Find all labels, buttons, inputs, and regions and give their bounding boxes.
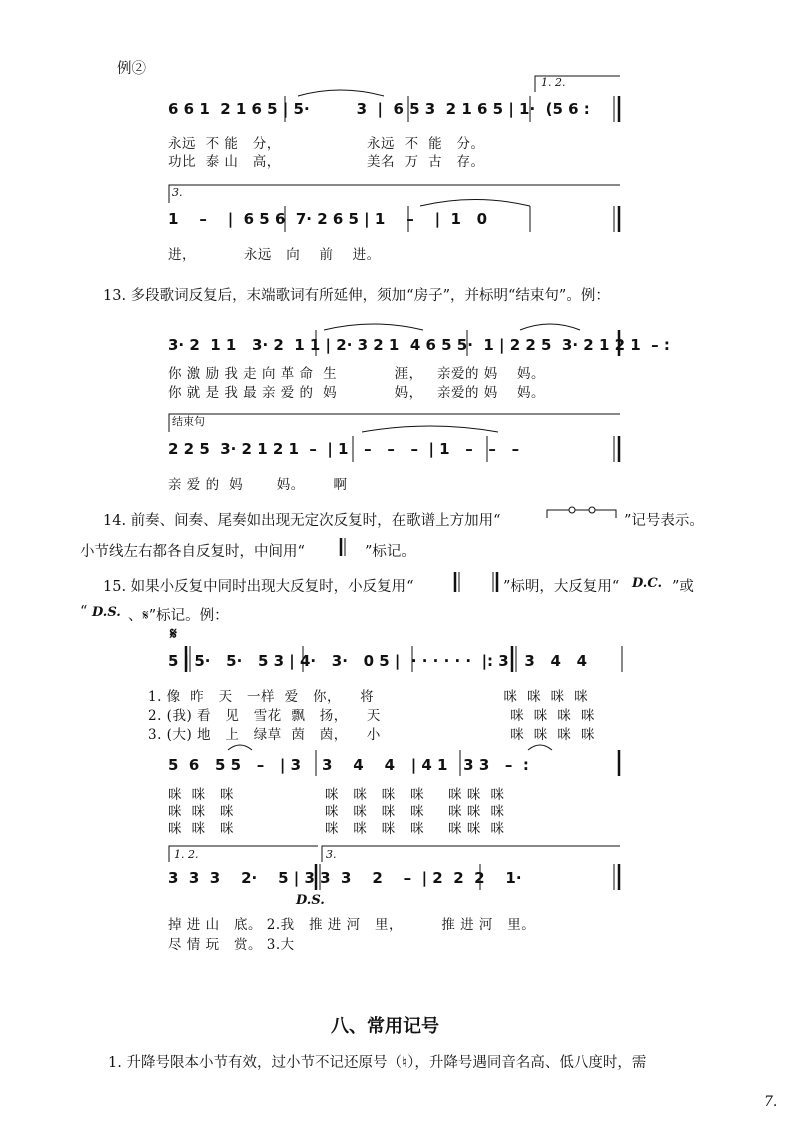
page-number: 7.: [764, 1094, 778, 1110]
paragraph-15c: ”或: [672, 579, 694, 595]
paragraph-15a: 15. 如果小反复中同时出现大反复时，小反复用“: [103, 579, 414, 595]
lyric-line-5a: 1. 像 昨 天 一样 爱 你， 将 咪 咪 咪 咪: [148, 689, 589, 705]
paragraph-14a: 14. 前奏、间奏、尾奏如出现无定次反复时，在歌谱上方加用“: [103, 513, 501, 529]
lyric-line-5c: 3. (大) 地 上 绿草 茵 茵， 小 咪 咪 咪 咪: [148, 727, 595, 743]
volta-label: 3.: [172, 186, 183, 199]
notation-line-5: 5 | 5· 5· 5 3 | 4· 3· 0 5 | · · · · · · |: 3 3 4 4: [168, 652, 588, 670]
paragraph-14b: ”记号表示。: [624, 513, 704, 529]
paragraph-14d: ”标记。: [365, 544, 416, 560]
lyric-line-1b: 功比 泰 山 高， 美名 万 古 存。: [168, 154, 485, 170]
paragraph-13: 13. 多段歌词反复后，末端歌词有所延伸，须加“房子”，并标明“结束句”。例：: [103, 288, 610, 304]
lyric-line-2: 进， 永远 向 前 进。: [168, 247, 381, 263]
notation-line-6: 5 6 5 5 – | 3 3 4 4 | 4 1 3 3 – :: [168, 756, 529, 774]
ds-mark-score: D.S.: [296, 893, 325, 908]
section-heading: 八、常用记号: [331, 1016, 439, 1037]
lyric-line-1a: 永远 不 能 分， 永远 不 能 分。: [168, 136, 485, 152]
notation-line-4: 2 2 5 3· 2 1 2 1 – | 1 – – – | 1 – – –: [168, 440, 520, 458]
lyric-line-3a: 你 激 励 我 走 向 革 命 生 涯， 亲爱的 妈 妈。: [168, 366, 545, 382]
notation-line-1: 6 6 1 2 1 6 5 | 5· 3 | 6 5 3 2 1 6 5 | 1· (5 6 :: [168, 100, 590, 118]
lyric-line-6a: 咪 咪 咪 咪 咪 咪 咪 咪 咪 咪: [168, 787, 505, 803]
ds-mark: D.S.: [92, 605, 121, 620]
notation-line-7: 3 3 3 2· 5 | 3 3 3 2 – | 2 2 2 1·: [168, 869, 522, 887]
lyric-line-3b: 你 就 是 我 最 亲 爱 的 妈 妈， 亲爱的 妈 妈。: [168, 385, 545, 401]
lyric-line-6c: 咪 咪 咪 咪 咪 咪 咪 咪 咪 咪: [168, 821, 505, 837]
lyric-line-7a: 掉 进 山 底。 2.我 推 进 河 里， 推 进 河 里。: [168, 917, 536, 933]
volta-label-1-2: 1. 2.: [174, 848, 199, 861]
ending-label: 结束句: [172, 415, 205, 428]
paragraph-15d: “: [80, 604, 88, 620]
segno-icon: 𝄋: [170, 624, 177, 643]
lyric-line-7b: 尽 情 玩 赏。 3.大: [168, 937, 295, 953]
paragraph-14c: 小节线左右都各自反复时，中间用“: [80, 544, 305, 560]
dc-mark: D.C.: [632, 576, 662, 591]
volta-label: 1. 2.: [541, 76, 566, 89]
paragraph-15e: 、𝄋”标记。例：: [128, 608, 229, 624]
lyric-line-4: 亲 爱 的 妈 妈。 啊: [168, 477, 348, 493]
notation-line-2: 1 – | 6 5 6 7· 2 6 5 | 1 – | 1 0: [168, 210, 488, 228]
paragraph-1: 1. 升降号限本小节有效，过小节不记还原号（♮），升降号遇同音名高、低八度时，需: [108, 1055, 647, 1071]
lyric-line-5b: 2. (我) 看 见 雪花 飘 扬， 天 咪 咪 咪 咪: [148, 708, 595, 724]
volta-label-3: 3.: [326, 848, 337, 861]
lyric-line-6b: 咪 咪 咪 咪 咪 咪 咪 咪 咪 咪: [168, 804, 505, 820]
paragraph-15b: ”标明，大反复用“: [503, 579, 620, 595]
example-label: 例②: [117, 61, 146, 77]
notation-line-3: 3· 2 1 1 3· 2 1 1 | 2· 3 2 1 4 6 5 5· 1 | 2 2 5 3· 2 1 2 1 – :: [168, 336, 670, 354]
